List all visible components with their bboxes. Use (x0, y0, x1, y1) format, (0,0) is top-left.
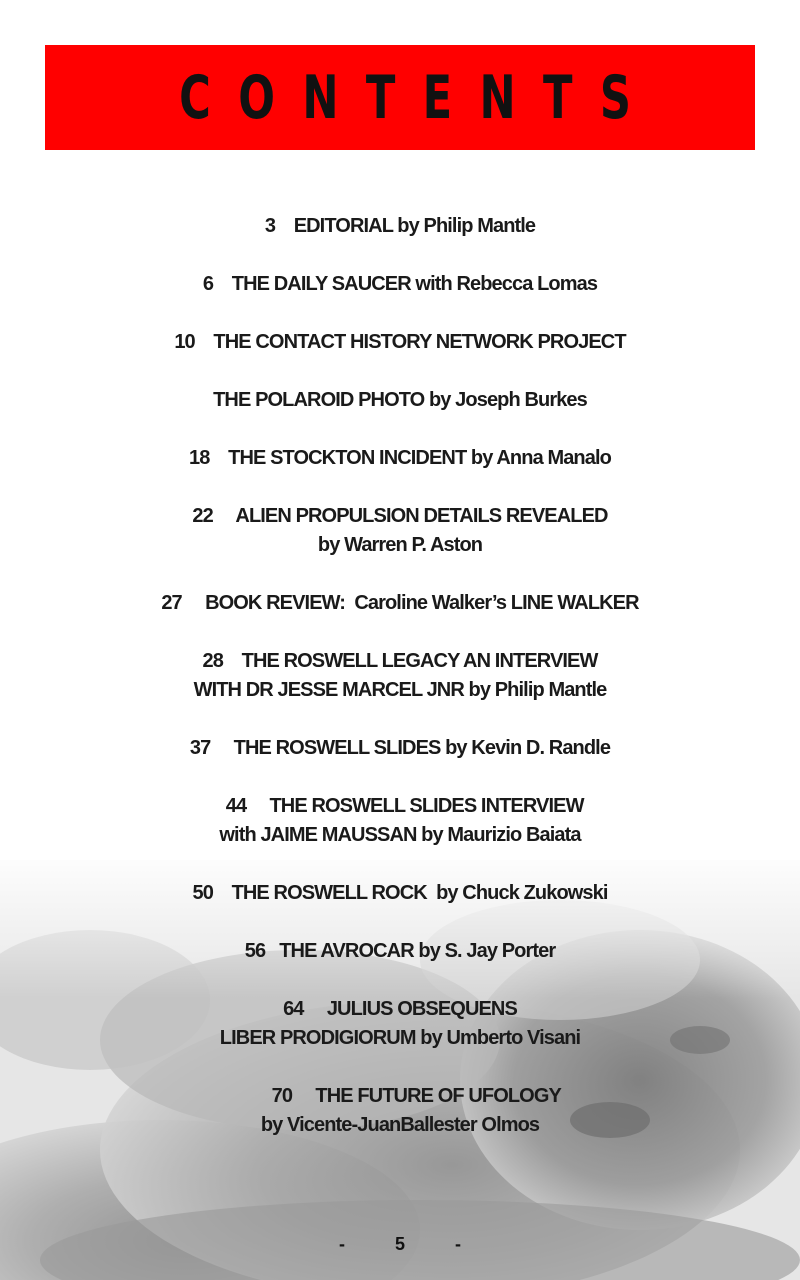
toc-title: THE ROSWELL LEGACY AN INTERVIEW (241, 650, 598, 672)
toc-title: BOOK REVIEW: Caroline Walker’s LINE WALKER (205, 592, 639, 614)
toc-title: THE POLAROID PHOTO by Joseph Burkes (213, 389, 587, 411)
toc-entry-line (0, 388, 800, 412)
toc-page-number: 22 (192, 505, 213, 527)
toc-title-continued: by Warren P. Aston (317, 534, 483, 556)
toc-entry-line (0, 504, 800, 528)
toc-title: EDITORIAL by Philip Mantle (293, 215, 536, 237)
toc-title: THE ROSWELL SLIDES by Kevin D. Randle (233, 737, 611, 759)
toc-entry-subline (0, 1026, 800, 1050)
toc-title: THE STOCKTON INCIDENT by Anna Manalo (228, 447, 611, 469)
toc-page-number: 18 (189, 447, 210, 469)
toc-title-continued: WITH DR JESSE MARCEL JNR by Philip Mantle (193, 679, 607, 701)
toc-entry-line (0, 272, 800, 296)
toc-entry-line (0, 881, 800, 905)
toc-page-number: 28 (202, 650, 223, 672)
page-number-footer: - 5 - (338, 1234, 462, 1254)
toc-entry-line (0, 214, 800, 238)
toc-page-number: 3 (264, 215, 276, 237)
toc-title: THE ROSWELL SLIDES INTERVIEW (269, 795, 584, 817)
toc-title: THE CONTACT HISTORY NETWORK PROJECT (213, 331, 626, 353)
toc-entry-subline (0, 533, 800, 557)
toc-entry-subline (0, 1113, 800, 1137)
contents-banner (45, 45, 755, 150)
toc-page-number: 50 (192, 882, 213, 904)
toc-page-number: 64 (283, 998, 304, 1020)
toc-title-continued: by Vicente-JuanBallester Olmos (260, 1114, 540, 1136)
toc-title: THE FUTURE OF UFOLOGY (315, 1085, 561, 1107)
toc-page-number: 37 (189, 737, 211, 759)
toc-entry-line (0, 794, 800, 818)
toc-title: THE AVROCAR by S. Jay Porter (279, 940, 556, 962)
toc-entry-subline (0, 678, 800, 702)
toc-page-number: 56 (244, 940, 266, 962)
toc-page-number: 10 (174, 331, 195, 353)
toc-entry-subline (0, 823, 800, 847)
toc-entry-line (0, 446, 800, 470)
toc-entry-line (0, 736, 800, 760)
toc-entry-line (0, 997, 800, 1021)
toc-entry-line (0, 649, 800, 673)
toc-title-continued: with JAIME MAUSSAN by Maurizio Baiata (219, 824, 581, 846)
toc-entry-line (0, 1084, 800, 1108)
toc-page-number: 70 (271, 1085, 293, 1107)
toc-entry-line (0, 591, 800, 615)
toc-title: JULIUS OBSEQUENS (326, 998, 517, 1020)
toc-title: ALIEN PROPULSION DETAILS REVEALED (235, 505, 608, 527)
toc-title: THE ROSWELL ROCK by Chuck Zukowski (231, 882, 608, 904)
page-title: CONTENTS (179, 62, 659, 133)
toc-title-continued: LIBER PRODIGIORUM by Umberto Visani (219, 1027, 581, 1049)
toc-page-number: 44 (225, 795, 247, 817)
toc-title: THE DAILY SAUCER with Rebecca Lomas (231, 273, 598, 295)
toc-entry-line (0, 939, 800, 963)
toc-page-number: 27 (161, 592, 182, 614)
toc-page-number: 6 (202, 273, 214, 295)
toc-entry-line (0, 330, 800, 354)
